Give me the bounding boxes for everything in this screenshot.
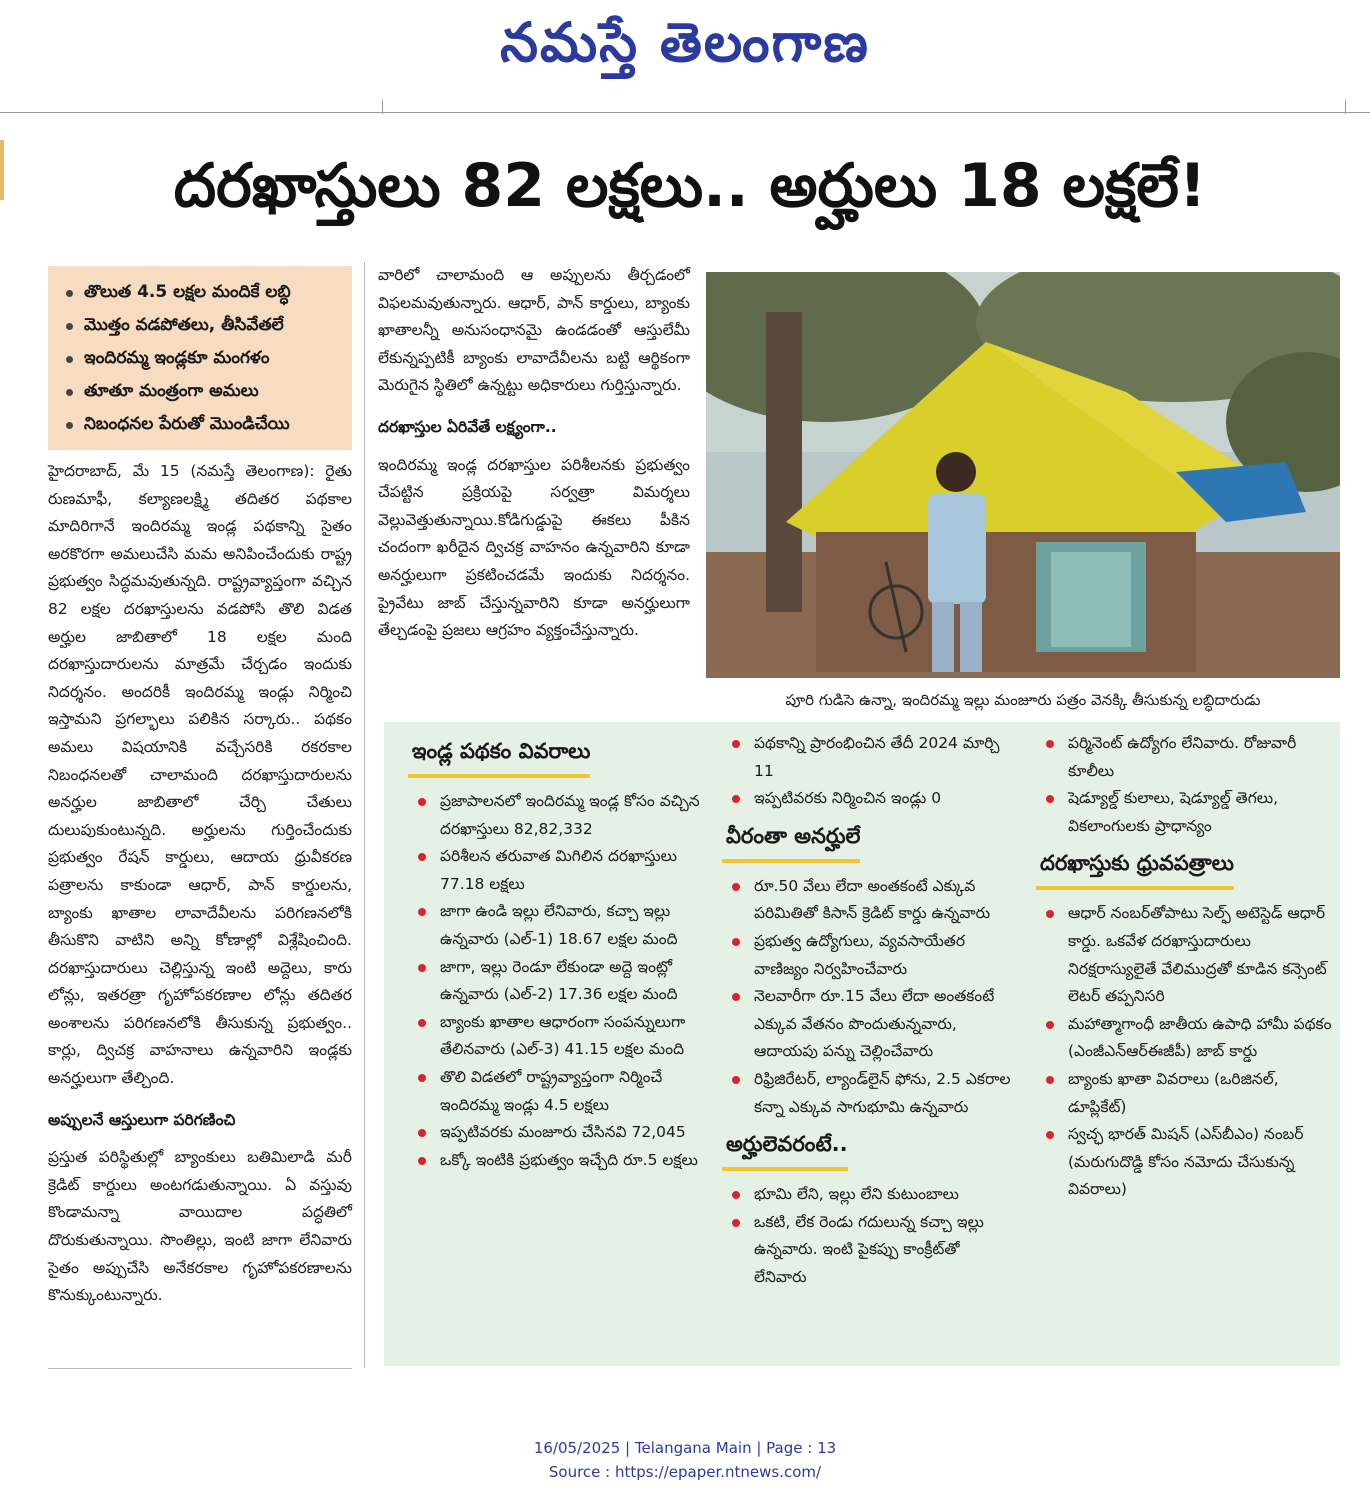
headline: దరఖాస్తులు 82 లక్షలు.. అర్హులు 18 లక్షలే! bbox=[173, 151, 1207, 221]
article-paragraph: ప్రస్తుత పరిస్థితుల్లో బ్యాంకులు బతిమిలాడి మరీ క్రెడిట్ కార్డులు అంటగడుతున్నాయి. ఏ వస్తువు కొండామన్నా వాయిదాల పద్ధతిలో దొరుకుతున్నాయి. సొంతిల్లు, ఇంటి జాగా లేనివారు సైతం అప్పుచేసి అనేకరకాల గృహోపకరణాలను కొనుక్కుంటున్నారు. bbox=[48, 1148, 352, 1305]
scheme-item: ప్రజాపాలనలో ఇందిరమ్మ ఇండ్ల కోసం వచ్చిన దరఖాస్తులు 82,82,332 bbox=[408, 788, 708, 843]
ineligible-item: రూ.50 వేలు లేదా అంతకంటే ఎక్కువ పరిమితితో కిసాన్ క్రెడిట్ కార్డు ఉన్నవారు bbox=[722, 873, 1014, 928]
info-column-eligibility bbox=[722, 730, 1014, 1292]
eligible-item: పర్మినెంట్ ఉద్యోగం లేనివారు. రోజువారీ కూలీలు bbox=[1036, 730, 1336, 785]
footer-date-line: 16/05/2025 | Telangana Main | Page : 13 bbox=[533, 1439, 837, 1457]
highlight-item: తొలుత 4.5 లక్షల మందికే లబ్ధి bbox=[66, 276, 352, 309]
column-divider bbox=[364, 262, 365, 1368]
ineligible-title: వీరంతా అనర్హులే bbox=[722, 819, 860, 863]
footer-source-link[interactable]: Source : https://epaper.ntnews.com/ bbox=[548, 1463, 822, 1481]
hut-photo-illustration bbox=[706, 272, 1340, 678]
news-photo bbox=[706, 272, 1340, 678]
scheme-item: పథకాన్ని ప్రారంభించిన తేదీ 2024 మార్చి 11 bbox=[722, 730, 1014, 785]
scheme-item: జాగా ఉండి ఇల్లు లేనివారు, కచ్చా ఇల్లు ఉన్నవారు (ఎల్-1) 18.67 లక్షల మంది bbox=[408, 898, 708, 953]
info-box bbox=[384, 722, 1340, 1366]
scheme-item: జాగా, ఇల్లు రెండూ లేకుండా అద్దె ఇంట్లో ఉన్నవారు (ఎల్-2) 17.36 లక్షల మంది bbox=[408, 954, 708, 1009]
highlights-box bbox=[48, 266, 352, 450]
highlight-item: నిబంధనల పేరుతో మొండిచేయి bbox=[66, 408, 352, 441]
page-footer bbox=[0, 1436, 1370, 1484]
masthead bbox=[0, 0, 1370, 92]
document-item: బ్యాంకు ఖాతా వివరాలు (ఒరిజినల్, డూప్లికేట్) bbox=[1036, 1066, 1336, 1121]
document-item: స్వచ్ఛ భారత్ మిషన్ (ఎస్‌బీఎం) నంబర్ (మరుగుదొడ్డి కోసం నమోదు చేసుకున్న వివరాలు) bbox=[1036, 1121, 1336, 1204]
scheme-item: ఒక్కో ఇంటికి ప్రభుత్వం ఇచ్చేది రూ.5 లక్షలు bbox=[408, 1147, 708, 1175]
scheme-item: పరిశీలన తరువాత మిగిలిన దరఖాస్తులు 77.18 లక్షలు bbox=[408, 843, 708, 898]
masthead-title: నమస్తే తెలంగాణ bbox=[500, 10, 870, 74]
scheme-item: తొలి విడతలో రాష్ట్రవ్యాప్తంగా నిర్మించే ఇందిరమ్మ ఇండ్లు 4.5 లక్షలు bbox=[408, 1064, 708, 1119]
scheme-item: ఇప్పటివరకు మంజూరు చేసినవి 72,045 bbox=[408, 1119, 708, 1147]
rule-tick bbox=[1345, 100, 1346, 114]
info-column-scheme bbox=[408, 728, 708, 1174]
eligible-title: అర్హులెవరంటే.. bbox=[722, 1127, 848, 1171]
article-column-middle bbox=[378, 262, 690, 645]
document-item: మహాత్మాగాంధీ జాతీయ ఉపాధి హామీ పథకం (ఎంజీఎన్ఆర్ఈజీపీ) జాబ్ కార్డు bbox=[1036, 1011, 1336, 1066]
highlight-item: మొత్తం వడపోతలు, తీసివేతలే bbox=[66, 309, 352, 342]
article-paragraph: ఇందిరమ్మ ఇండ్ల దరఖాస్తుల పరిశీలనకు ప్రభుత్వం చేపట్టిన ప్రక్రియపై సర్వత్రా విమర్శలు వెల్లువెత్తుతున్నాయి.కోడిగుడ్డుపై ఈకలు పీకిన చందంగా ఖరీదైన ద్విచక్ర వాహనం ఉన్నవారిని కూడా అనర్హులుగా ప్రకటించడమే ఇందుకు నిదర్శనం. ప్రైవేటు జాబ్ చేస్తున్నవారిని కూడా అనర్హులుగా తేల్చడంపై ప్రజలు ఆగ్రహం వ్యక్తంచేస్తున్నారు. bbox=[378, 455, 690, 640]
top-rule bbox=[0, 112, 1370, 113]
left-accent-bar bbox=[0, 140, 4, 200]
ineligible-item: ప్రభుత్వ ఉద్యోగులు, వ్యవసాయేతర వాణిజ్యం నిర్వహించేవారు bbox=[722, 928, 1014, 983]
scheme-item: ఇప్పటివరకు నిర్మించిన ఇండ్లు 0 bbox=[722, 785, 1014, 813]
article-paragraph: వారిలో చాలామంది ఆ అప్పులను తీర్చడంలో విఫలమవుతున్నారు. ఆధార్, పాన్ కార్డులు, బ్యాంకు ఖాతాలన్నీ అనుసంధానమై ఉండడంతో ఆస్తులేమీ లేకున్నప్పటికీ బ్యాంకు లావాదేవీలను బట్టి ఆర్థికంగా మెరుగైన స్థితిలో ఉన్నట్టు అధికారులు గుర్తిస్తున్నారు. bbox=[378, 266, 690, 395]
photo-caption: పూరి గుడిసె ఉన్నా, ఇందిరమ్మ ఇల్లు మంజూరు పత్రం వెనక్కి తీసుకున్న లబ్ధిదారుడు bbox=[785, 691, 1261, 709]
document-item: ఆధార్ నంబర్‌తోపాటు సెల్ఫ్ అటెస్టెడ్ ఆధార్ కార్డు. ఒకవేళ దరఖాస్తుదారులు నిరక్షరాస్యులైతే వేలిముద్రతో కూడిన కన్సెంట్ లెటర్ తప్పనిసరి bbox=[1036, 900, 1336, 1010]
article-column-left bbox=[48, 458, 352, 1310]
ineligible-item: నెలవారీగా రూ.15 వేలు లేదా అంతకంటే ఎక్కువ వేతనం పొందుతున్నవారు, ఆదాయపు పన్ను చెల్లించేవారు bbox=[722, 983, 1014, 1066]
column-end-rule bbox=[48, 1368, 352, 1369]
article-subhead: దరఖాస్తుల ఏరివేతే లక్ష్యంగా.. bbox=[378, 417, 557, 436]
highlight-item: ఇందిరమ్మ ఇండ్లకూ మంగళం bbox=[66, 342, 352, 375]
eligible-item: ఒకటి, లేక రెండు గదులున్న కచ్చా ఇల్లు ఉన్నవారు. ఇంటి పైకప్పు కాంక్రీట్‌తో లేనివారు bbox=[722, 1209, 1014, 1292]
rule-tick bbox=[382, 100, 383, 114]
eligible-item: భూమి లేని, ఇల్లు లేని కుటుంబాలు bbox=[722, 1181, 1014, 1209]
eligible-item: షెడ్యూల్డ్ కులాలు, షెడ్యూల్డ్ తెగలు, వికలాంగులకు ప్రాధాన్యం bbox=[1036, 785, 1336, 840]
article-paragraph: హైదరాబాద్, మే 15 (నమస్తే తెలంగాణ): రైతు రుణమాఫీ, కల్యాణలక్ష్మి తదితర పథకాల మాదిరిగానే ఇందిరమ్మ ఇండ్ల పథకాన్ని సైతం అరకొరగా అమలుచేసి మమ అనిపించేందుకు రాష్ట్ర ప్రభుత్వం సిద్ధమవుతున్నది. రాష్ట్రవ్యాప్తంగా వచ్చిన 82 లక్షల దరఖాస్తులను వడపోసి తొలి విడత అర్హుల జాబితాలో 18 లక్షల మంది దరఖాస్తుదారులను మాత్రమే చేర్చడం ఇందుకు నిదర్శనం. అందరికీ ఇందిరమ్మ ఇండ్లు నిర్మించి ఇస్తామని ప్రగల్భాలు పలికిన సర్కారు.. పథకం అమలు విషయానికి వచ్చేసరికి రకరకాల నిబంధనలతో చాలామంది దరఖాస్తుదారులను అనర్హుల జాబితాలో చేర్చి చేతులు దులుపుకుంటున్నది. అర్హులను గుర్తించేందుకు ప్రభుత్వం రేషన్ కార్డులు, ఆదాయ ధ్రువీకరణ పత్రాలను కాకుండా ఆధార్, పాన్ కార్డులను, బ్యాంకు ఖాతాల లావాదేవీలను పరిగణనలోకి తీసుకొని వాటిని అన్ని కోణాల్లో విశ్లేషించింది. దరఖాస్తుదారులు చెల్లిస్తున్న ఇంటి అద్దెలు, కారు లోన్లు, ఇతరత్రా గృహోపకరణాల లోన్లు తదితర అంశాలను పరిగణనలోకి తీసుకున్న ప్రభుత్వం.. కార్లు, ద్విచక్ర వాహనాలు ఉన్నవారిని ఇండ్లకు అనర్హులుగా తేల్చింది. bbox=[48, 462, 352, 1088]
scheme-item: బ్యాంకు ఖాతాల ఆధారంగా సంపన్నులుగా తేలినవారు (ఎల్-3) 41.15 లక్షల మంది bbox=[408, 1009, 708, 1064]
documents-title: దరఖాస్తుకు ధ్రువపత్రాలు bbox=[1036, 846, 1234, 890]
highlight-item: తూతూ మంత్రంగా అమలు bbox=[66, 375, 352, 408]
ineligible-item: రిఫ్రిజిరేటర్, ల్యాండ్‌లైన్ ఫోను, 2.5 ఎకరాల కన్నా ఎక్కువ సాగుభూమి ఉన్నవారు bbox=[722, 1066, 1014, 1121]
article-subhead: అప్పులనే ఆస్తులుగా పరిగణించి bbox=[48, 1110, 236, 1129]
info-column-documents bbox=[1036, 730, 1336, 1204]
scheme-title: ఇండ్ల పథకం వివరాలు bbox=[408, 734, 590, 778]
